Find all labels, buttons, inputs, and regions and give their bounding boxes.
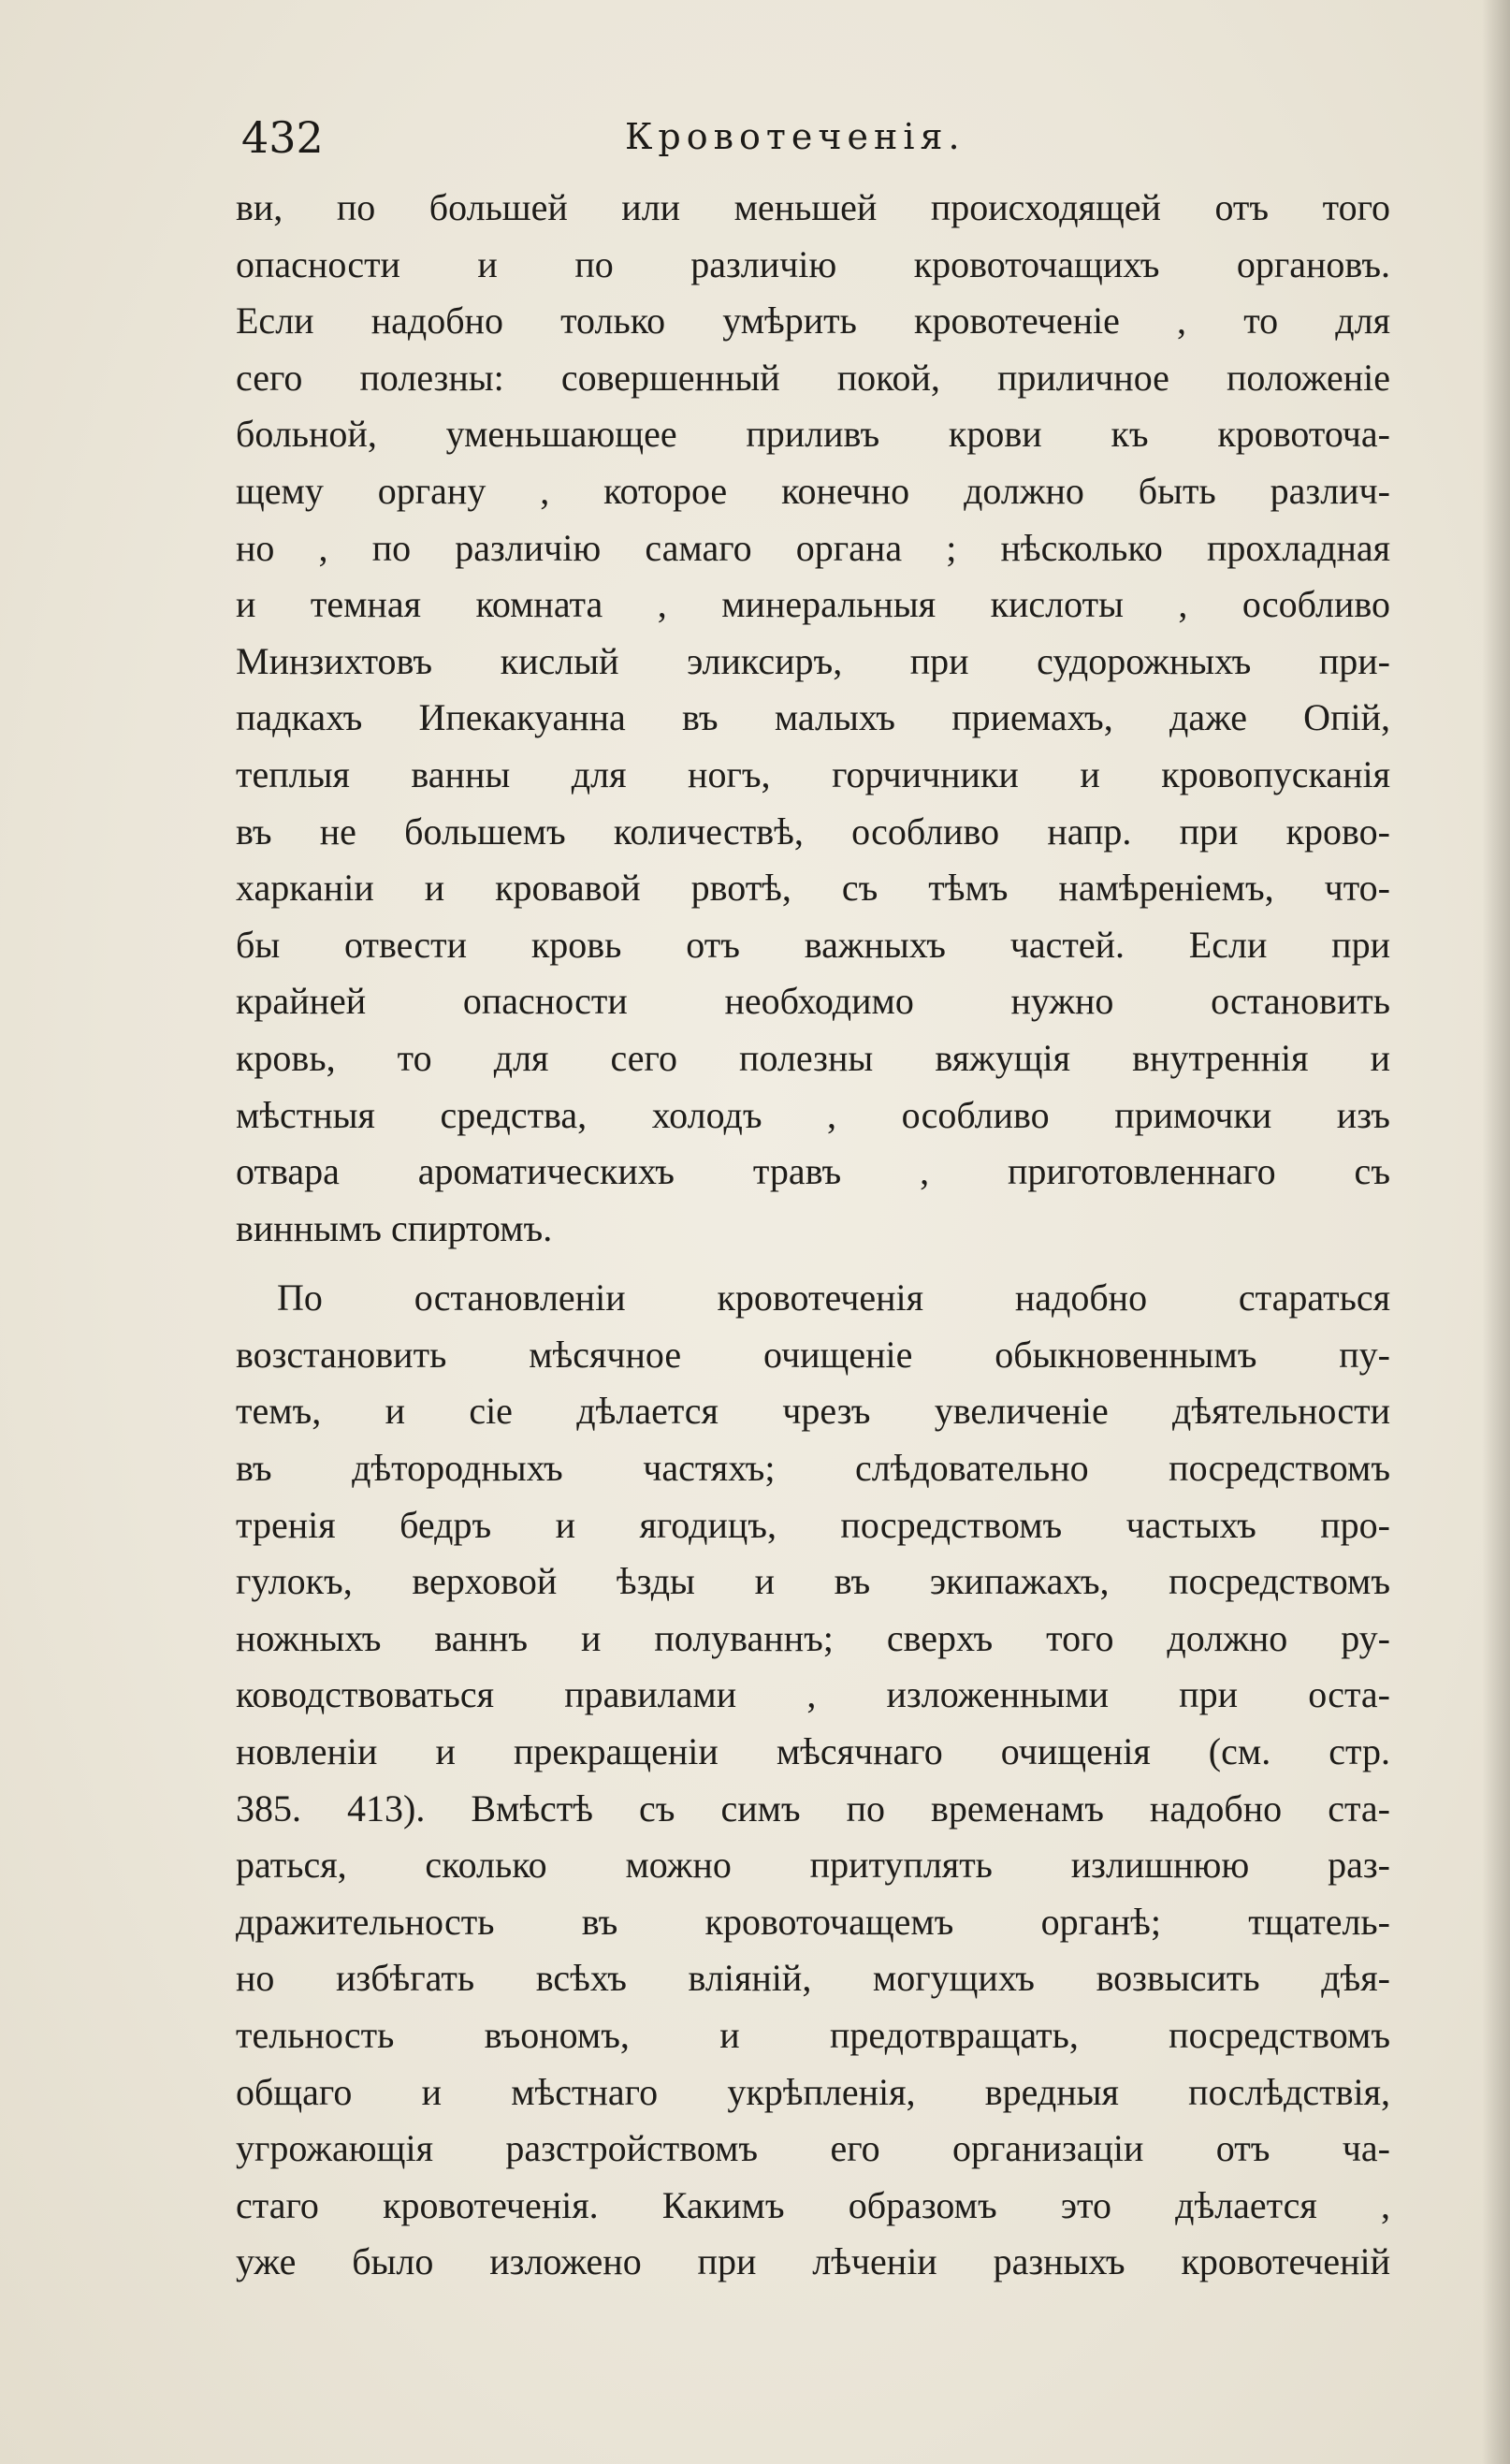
- text-line: ножныхъ ваннъ и полуваннъ; сверхъ того должно ру-: [236, 1616, 1390, 1659]
- page-number: 432: [241, 112, 324, 163]
- text-line: ководствоваться правилами , изложенными при оста-: [236, 1673, 1390, 1716]
- text-line: гулокъ, верховой ѣзды и въ экипажахъ, посредствомъ: [236, 1560, 1390, 1603]
- text-line: Минзихтовъ кислый эликсиръ, при судорожныхъ при-: [236, 639, 1390, 682]
- text-line: крайней опасности необходимо нужно остановить: [236, 980, 1390, 1023]
- text-line: новленіи и прекращеніи мѣсячнаго очищенія (см. стр.: [236, 1730, 1390, 1773]
- text-line: мѣстныя средства, холодъ , особливо примочки изъ: [236, 1093, 1390, 1136]
- text-line: отвара ароматическихъ травъ , приготовленнаго съ: [236, 1150, 1390, 1193]
- paragraph-gap: [236, 1257, 1390, 1270]
- text-line: но избѣгать всѣхъ вліяній, могущихъ возвысить дѣя-: [236, 1957, 1390, 2000]
- text-line: больной, уменьшающее приливъ крови къ кровоточа-: [236, 413, 1390, 456]
- text-line: теплыя ванны для ногъ, горчичники и кровопусканія: [236, 752, 1390, 795]
- text-line: харканіи и кровавой рвотѣ, съ тѣмъ намѣреніемъ, что-: [236, 867, 1390, 910]
- text-line: тельность въономъ, и предотвращать, посредствомъ: [236, 2014, 1390, 2056]
- page-edge-shadow: [1482, 0, 1510, 2464]
- text-line: и темная комната , минеральныя кислоты , особливо: [236, 583, 1390, 626]
- text-line: ви, по большей или меньшей происходящей отъ того: [236, 186, 1390, 228]
- text-line: щему органу , которое конечно должно быть различ-: [236, 469, 1390, 512]
- text-line: опасности и по различію кровоточащихъ органовъ.: [236, 242, 1390, 285]
- text-line: 385. 413). Вмѣстѣ съ симъ по временамъ надобно ста-: [236, 1786, 1390, 1830]
- text-line: раться, сколько можно притуплять излишнюю раз-: [236, 1844, 1390, 1887]
- text-line: но , по различію самаго органа ; нѣсколько прохладная: [236, 526, 1390, 569]
- text-line: уже было изложено при лѣченіи разныхъ кровотеченій: [236, 2240, 1390, 2283]
- running-title: Кровотеченія.: [625, 116, 966, 157]
- paragraph-1: [236, 180, 1390, 1257]
- text-line: кровь, то для сего полезны вяжущія внутреннія и: [236, 1036, 1390, 1079]
- text-line: сего полезны: совершенный покой, приличное положеніе: [236, 356, 1390, 399]
- text-line: дражительность въ кровоточащемъ органѣ; тщатель-: [236, 1900, 1390, 1943]
- page-header: [241, 112, 1401, 178]
- text-line: общаго и мѣстнаго укрѣпленія, вредныя послѣдствія,: [236, 2070, 1390, 2113]
- text-line: Если надобно только умѣрить кровотеченіе , то для: [236, 299, 1390, 343]
- text-line: стаго кровотеченія. Какимъ образомъ это дѣлается ,: [236, 2183, 1390, 2226]
- body-text: [236, 180, 1390, 2291]
- text-line: въ не большемъ количествѣ, особливо напр. при крово-: [236, 809, 1390, 853]
- text-line: темъ, и сіе дѣлается чрезъ увеличеніе дѣятельности: [236, 1390, 1390, 1433]
- text-line: угрожающія разстройствомъ его организаціи отъ ча-: [236, 2127, 1390, 2170]
- text-line: падкахъ Ипекакуанна въ малыхъ приемахъ, даже Опій,: [236, 696, 1390, 739]
- text-line: виннымъ спиртомъ.: [236, 1206, 553, 1249]
- paragraph-2: [236, 1270, 1390, 2291]
- text-line: въ дѣтородныхъ частяхъ; слѣдовательно посредствомъ: [236, 1447, 1390, 1490]
- text-line: тренія бедръ и ягодицъ, посредствомъ частыхъ про-: [236, 1503, 1390, 1546]
- text-line: По остановленіи кровотеченія надобно стараться: [277, 1276, 1390, 1319]
- text-line: бы отвести кровь отъ важныхъ частей. Если при: [236, 923, 1390, 966]
- text-line: возстановить мѣсячное очищеніе обыкновеннымъ пу-: [236, 1333, 1390, 1376]
